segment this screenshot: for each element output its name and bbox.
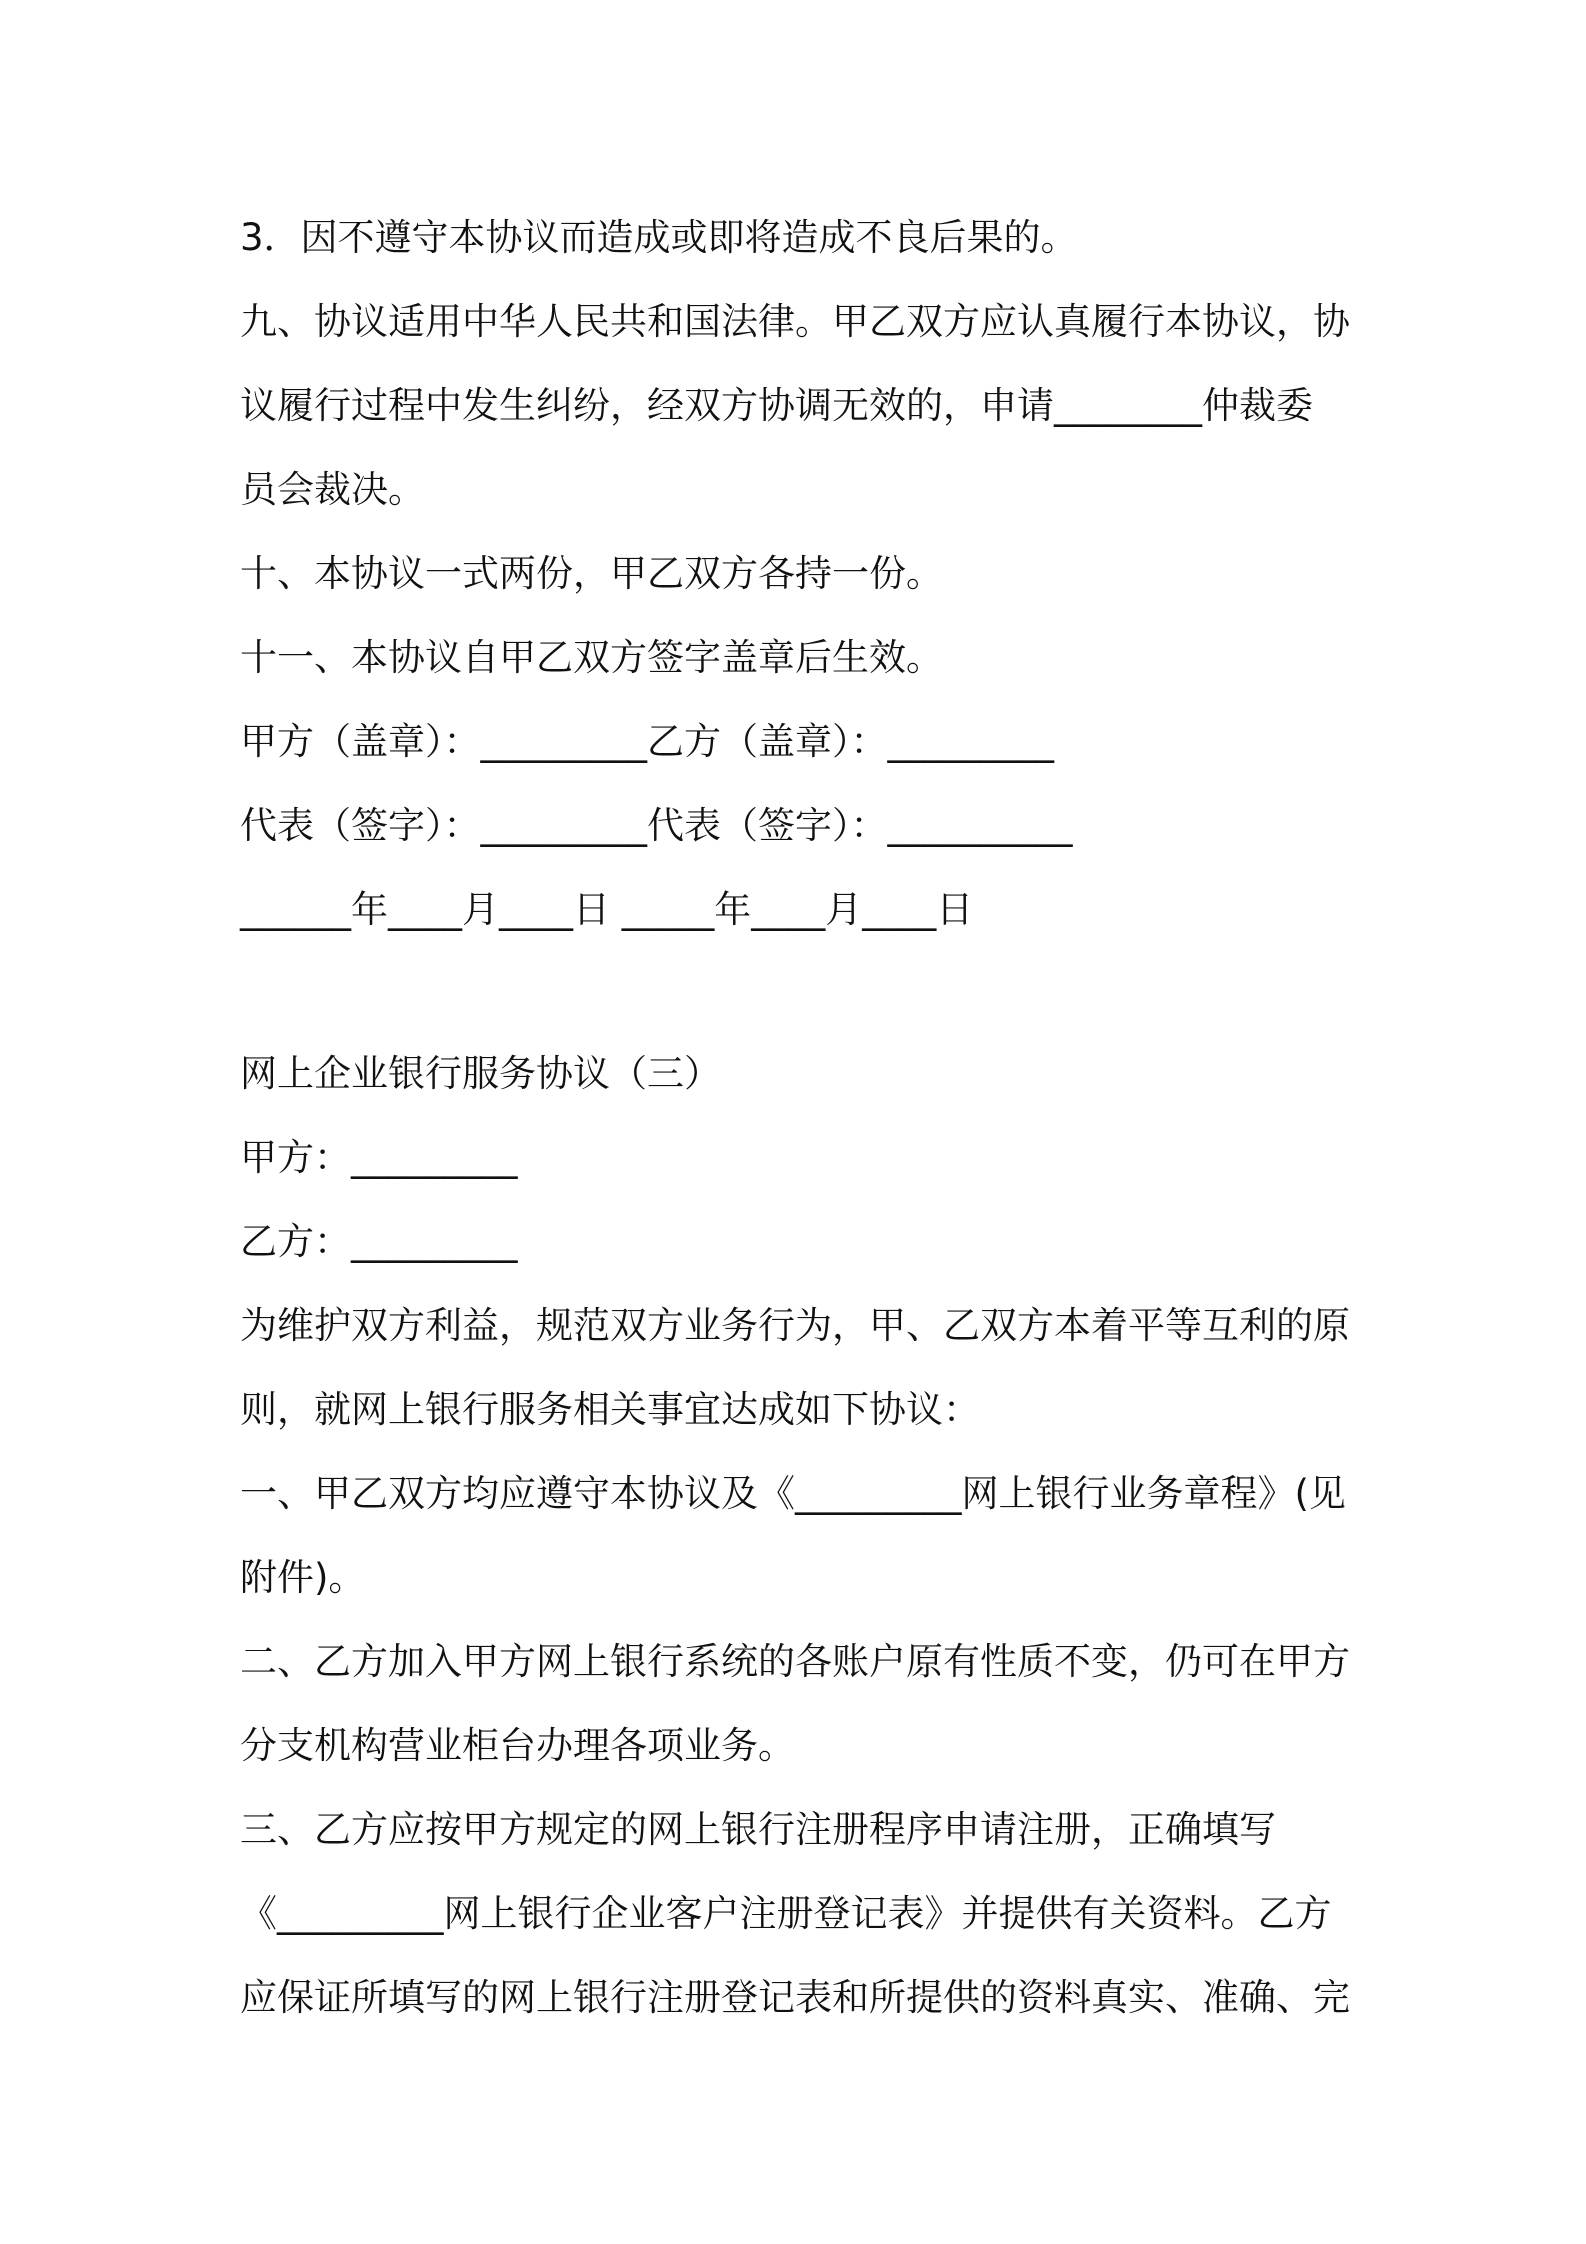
clause-9-line-1: 九、协议适用中华人民共和国法律。甲乙双方应认真履行本协议，协 — [240, 300, 1350, 343]
section-gap — [240, 952, 1350, 1032]
preamble-line-2: 则，就网上银行服务相关事宜达成如下协议： — [240, 1388, 980, 1431]
clause-3b-line-3: 应保证所填写的网上银行注册登记表和所提供的资料真实、准确、完 — [240, 1976, 1350, 2019]
agreement-title: 网上企业银行服务协议（三） — [240, 1052, 721, 1095]
seal-line: 甲方（盖章）：_________乙方（盖章）：_________ — [240, 720, 1054, 763]
preamble-line-1: 为维护双方利益，规范双方业务行为，甲、乙双方本着平等互利的原 — [240, 1304, 1350, 1347]
clause-3b-line-2: 《_________网上银行企业客户注册登记表》并提供有关资料。乙方 — [240, 1892, 1332, 1935]
clause-9-line-2: 议履行过程中发生纠纷，经双方协调无效的，申请________仲裁委 — [240, 384, 1313, 427]
clause-3b-line-1: 三、乙方应按甲方规定的网上银行注册程序申请注册，正确填写 — [240, 1808, 1276, 1851]
clause-3-line: 3．因不遵守本协议而造成或即将造成不良后果的。 — [240, 216, 1078, 259]
clause-11-line: 十一、本协议自甲乙双方签字盖章后生效。 — [240, 636, 943, 679]
clause-1-line-1: 一、甲乙双方均应遵守本协议及《_________网上银行业务章程》(见 — [240, 1472, 1346, 1515]
clause-9-line-3: 员会裁决。 — [240, 468, 425, 511]
party-b-line: 乙方：_________ — [240, 1220, 518, 1263]
date-line: ______年____月____日 _____年____月____日 — [240, 888, 974, 931]
clause-1-line-2: 附件)。 — [240, 1556, 366, 1599]
clause-10-line: 十、本协议一式两份，甲乙双方各持一份。 — [240, 552, 943, 595]
clause-2-line-1: 二、乙方加入甲方网上银行系统的各账户原有性质不变，仍可在甲方 — [240, 1640, 1350, 1683]
party-a-line: 甲方：_________ — [240, 1136, 518, 1179]
clause-2-line-2: 分支机构营业柜台办理各项业务。 — [240, 1724, 795, 1767]
signature-line: 代表（签字）：_________代表（签字）：__________ — [240, 804, 1073, 847]
document-page — [240, 196, 1350, 2040]
